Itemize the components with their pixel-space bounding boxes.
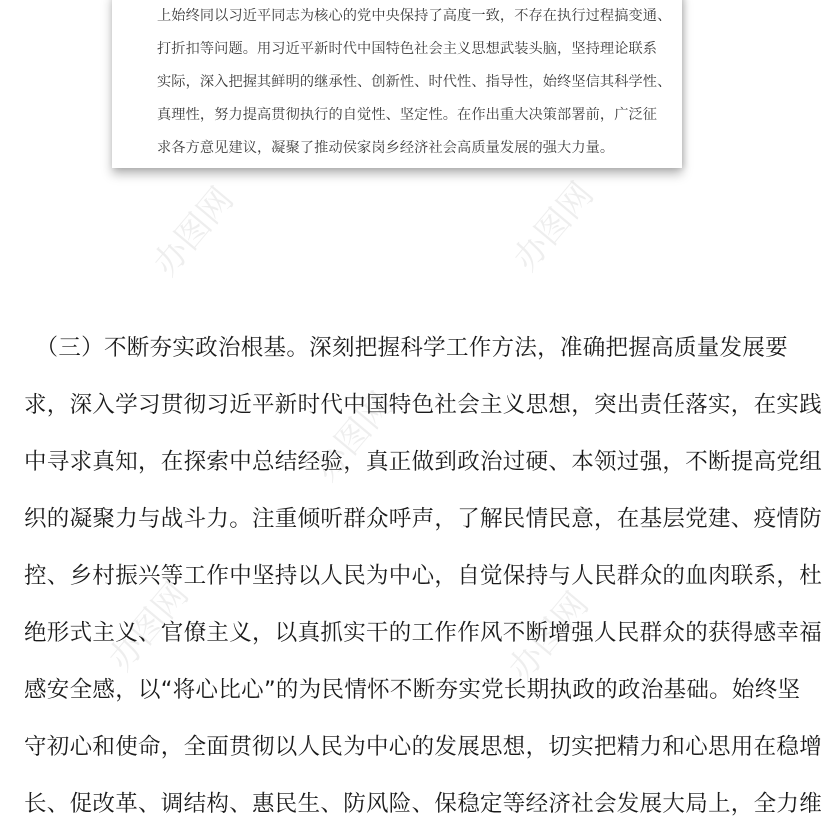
card-line: 求各方意见建议，凝聚了推动侯家岗乡经济社会高质量发展的强大力量。 [157,140,615,156]
paragraph-line: 长、促改革、调结构、惠民生、防风险、保稳定等经济社会发展大局上，全力维 [24,791,822,817]
quote-card [112,0,682,168]
paragraph-line: 守初心和使命，全面贯彻以人民为中心的发展思想，切实把精力和心思用在稳增 [24,734,822,760]
watermark: 办图网 [145,179,242,284]
card-line: 上始终同以习近平同志为核心的党中央保持了高度一致，不存在执行过程搞变通、 [157,8,672,24]
card-line: 真理性，努力提高贯彻执行的自觉性、坚定性。在作出重大决策部署前，广泛征 [157,107,658,123]
paragraph-line: （三）不断夯实政治根基。深刻把握科学工作方法，准确把握高质量发展要 [24,335,788,361]
paragraph-line: 求，深入学习贯彻习近平新时代中国特色社会主义思想，突出责任落实，在实践 [24,392,822,418]
paragraph-line: 绝形式主义、官僚主义，以真抓实干的工作作风不断增强人民群众的获得感幸福 [24,620,822,646]
watermark: 办图网 [100,574,197,679]
watermark: 办图网 [305,384,402,489]
paragraph-line: 控、乡村振兴等工作中坚持以人民为中心，自觉保持与人民群众的血肉联系，杜 [24,563,822,589]
watermark: 办图网 [505,174,602,279]
paragraph-line: 中寻求真知，在探索中总结经验，真正做到政治过硬、本领过强，不断提高党组 [24,449,822,475]
watermark: 办图网 [500,584,597,689]
card-line: 实际，深入把握其鲜明的继承性、创新性、时代性、指导性，始终坚信其科学性、 [157,74,672,90]
paragraph-line: 感安全感，以“将心比心”的为民情怀不断夯实党长期执政的政治基础。始终坚 [24,677,801,703]
paragraph-line: 织的凝聚力与战斗力。注重倾听群众呼声，了解民情民意，在基层党建、疫情防 [24,506,822,532]
card-line: 打折扣等问题。用习近平新时代中国特色社会主义思想武装头脑，坚持理论联系 [157,41,658,57]
